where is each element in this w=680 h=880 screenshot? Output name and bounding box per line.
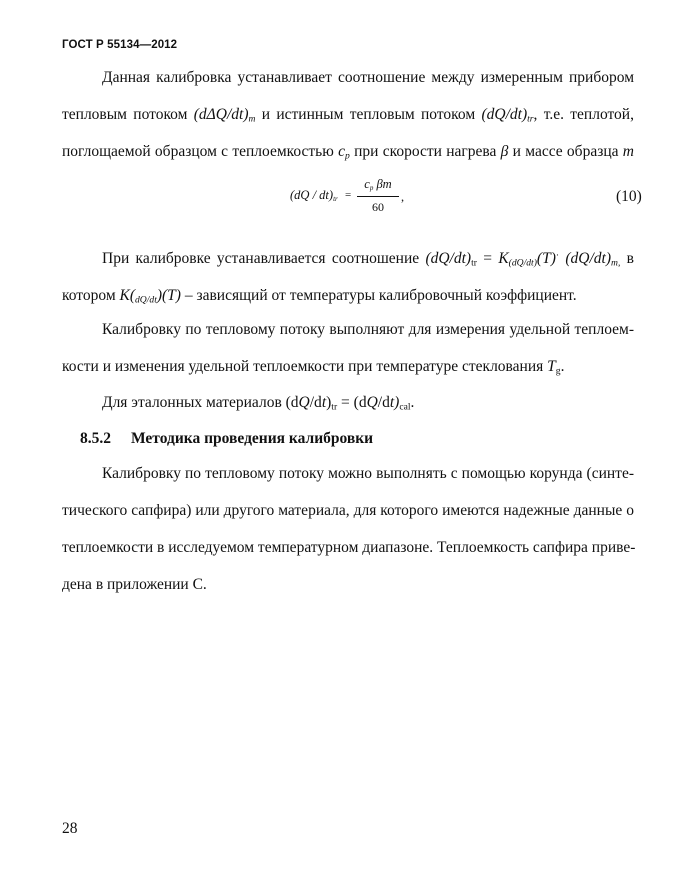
section-title: Методика проведения калибровки bbox=[131, 430, 374, 447]
para1-line2: тепловым потоком $(d\Delta Q/dt)_m$ и истинным тепловым потоком $(dQ/dt)_{tr}$, т.е. теплотой, bbox=[62, 106, 634, 125]
formula-lhs: $(dQ / dt)_{tr}$ bbox=[290, 188, 338, 203]
para5-line1: Калибровку по тепловому потоку можно выполнять с помощью корунда (синте- bbox=[102, 465, 634, 482]
para2-line2: котором $K(_{dQ/dt})(T)$ – зависящий от температуры калибровочный коэффициент. bbox=[62, 287, 577, 306]
para5-line4: дена в приложении С. bbox=[62, 576, 207, 593]
para5-line2: тического сапфира) или другого материала, для которого имеются надежные данные о bbox=[62, 502, 634, 519]
para4-line: Для эталонных материалов $(dQ/dt)_{tr} = (dQ/dt)_{cal}$. bbox=[102, 394, 415, 413]
para1-line1: Данная калибровка устанавливает соотношение между измеренным прибором bbox=[102, 69, 634, 86]
formula-comma: , bbox=[401, 190, 405, 204]
para2-line1: При калибровке устанавливается соотношение $(dQ/dt)_{tr} = K_{(dQ/dt)}(T)^\cdot$ $(dQ/dt)_{m,}$ в bbox=[102, 250, 634, 269]
document-header: ГОСТ Р 55134—2012 bbox=[62, 39, 178, 51]
para3-line2: кости и изменения удельной теплоемкости при температуре стеклования $T_g$. bbox=[62, 358, 565, 377]
section-heading bbox=[80, 430, 373, 448]
equation-number: (10) bbox=[616, 188, 642, 205]
para5-line3: теплоемкости в исследуемом температурном диапазоне. Теплоемкость сапфира приве- bbox=[62, 539, 636, 556]
formula-10 bbox=[290, 178, 440, 218]
fraction-bar bbox=[357, 196, 399, 197]
para3-line1: Калибровку по тепловому потоку выполняют для измерения удельной теплоем- bbox=[102, 321, 634, 338]
para1-line3: поглощаемой образцом с теплоемкостью $c_p$ при скорости нагрева β и массе образца m bbox=[62, 143, 634, 162]
formula-numerator: $c_p$ βm bbox=[364, 177, 392, 192]
section-number: 8.5.2 bbox=[80, 430, 111, 447]
page-number: 28 bbox=[62, 820, 78, 837]
formula-denominator: 60 bbox=[372, 200, 384, 214]
formula-equals: = bbox=[345, 189, 352, 201]
